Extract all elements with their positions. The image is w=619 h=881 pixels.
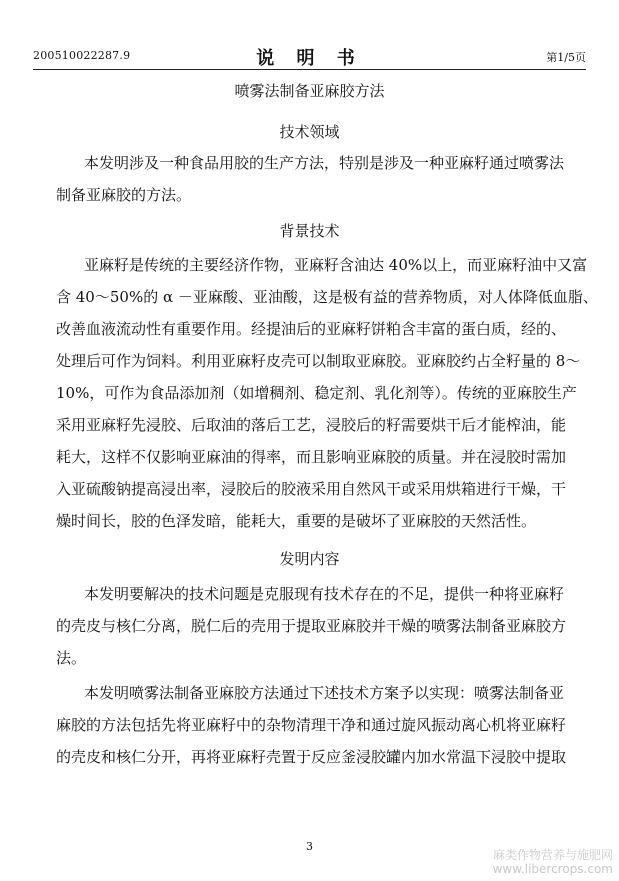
paragraph-line: 法。	[56, 649, 87, 667]
site-watermark	[493, 848, 613, 876]
paragraph-line: 本发明涉及一种食品用胶的生产方法，特别是涉及一种亚麻籽通过喷雾法	[84, 154, 565, 172]
watermark-url: www.libercrops.com	[492, 862, 613, 876]
paragraph-line: 的壳皮与核仁分离，脱仁后的壳用于提取亚麻胶并干燥的喷雾法制备亚麻胶方	[56, 617, 567, 635]
paragraph-line: 改善血液流动性有重要作用。经提油后的亚麻籽饼粕含丰富的蛋白质，经的、	[56, 320, 567, 338]
section-heading-technical-field: 技术领域	[279, 123, 340, 141]
paragraph-line: 含 40～50%的 α －亚麻酸、亚油酸，这是极有益的营养物质，对人体降低血脂、	[56, 288, 598, 306]
application-number: 200510022287.9	[33, 49, 131, 62]
document-title: 说 明 书	[256, 48, 363, 69]
paragraph-line: 本发明要解决的技术问题是克服现有技术存在的不足，提供一种将亚麻籽	[84, 585, 565, 603]
page-counter: 第1/5页	[546, 51, 586, 64]
paragraph-line: 耗大，这样不仅影响亚麻油的得率，而且影响亚麻胶的质量。并在浸胶时需加	[56, 448, 567, 466]
paragraph-line: 入亚硫酸钠提高浸出率，浸胶后的胶液采用自然风干或采用烘箱进行干燥，干	[56, 480, 567, 498]
paragraph-line: 本发明喷雾法制备亚麻胶方法通过下述技术方案予以实现：喷雾法制备亚	[84, 684, 565, 702]
paragraph-line: 的壳皮和核仁分开，再将亚麻籽壳置于反应釜浸胶罐内加水常温下浸胶中提取	[56, 748, 567, 766]
paragraph-line: 制备亚麻胶的方法。	[56, 186, 192, 204]
paragraph-line: 处理后可作为饲料。利用亚麻籽皮壳可以制取亚麻胶。亚麻胶约占全籽量的 8～	[56, 352, 581, 370]
header-divider	[33, 69, 586, 70]
watermark-site-name: 麻类作物营养与施肥网	[492, 848, 613, 862]
section-heading-invention-content: 发明内容	[279, 550, 340, 568]
page-header	[33, 44, 586, 69]
paragraph-line: 亚麻籽是传统的主要经济作物，亚麻籽含油达 40%以上，而亚麻籽油中又富	[84, 256, 588, 274]
paragraph-line: 采用亚麻籽先浸胶、后取油的落后工艺，浸胶后的籽需要烘干后才能榨油，能	[56, 416, 567, 434]
paragraph-line: 麻胶的方法包括先将亚麻籽中的杂物清理干净和通过旋风振动离心机将亚麻籽	[56, 716, 567, 734]
paragraph-line: 燥时间长，胶的色泽发暗，能耗大，重要的是破坏了亚麻胶的天然活性。	[56, 512, 537, 530]
paragraph-line: 10%，可作为食品添加剂（如增稠剂、稳定剂、乳化剂等）。传统的亚麻胶生产	[56, 384, 577, 402]
section-heading-background: 背景技术	[279, 222, 340, 240]
page-number: 3	[306, 840, 313, 853]
invention-title: 喷雾法制备亚麻胶方法	[234, 82, 385, 100]
